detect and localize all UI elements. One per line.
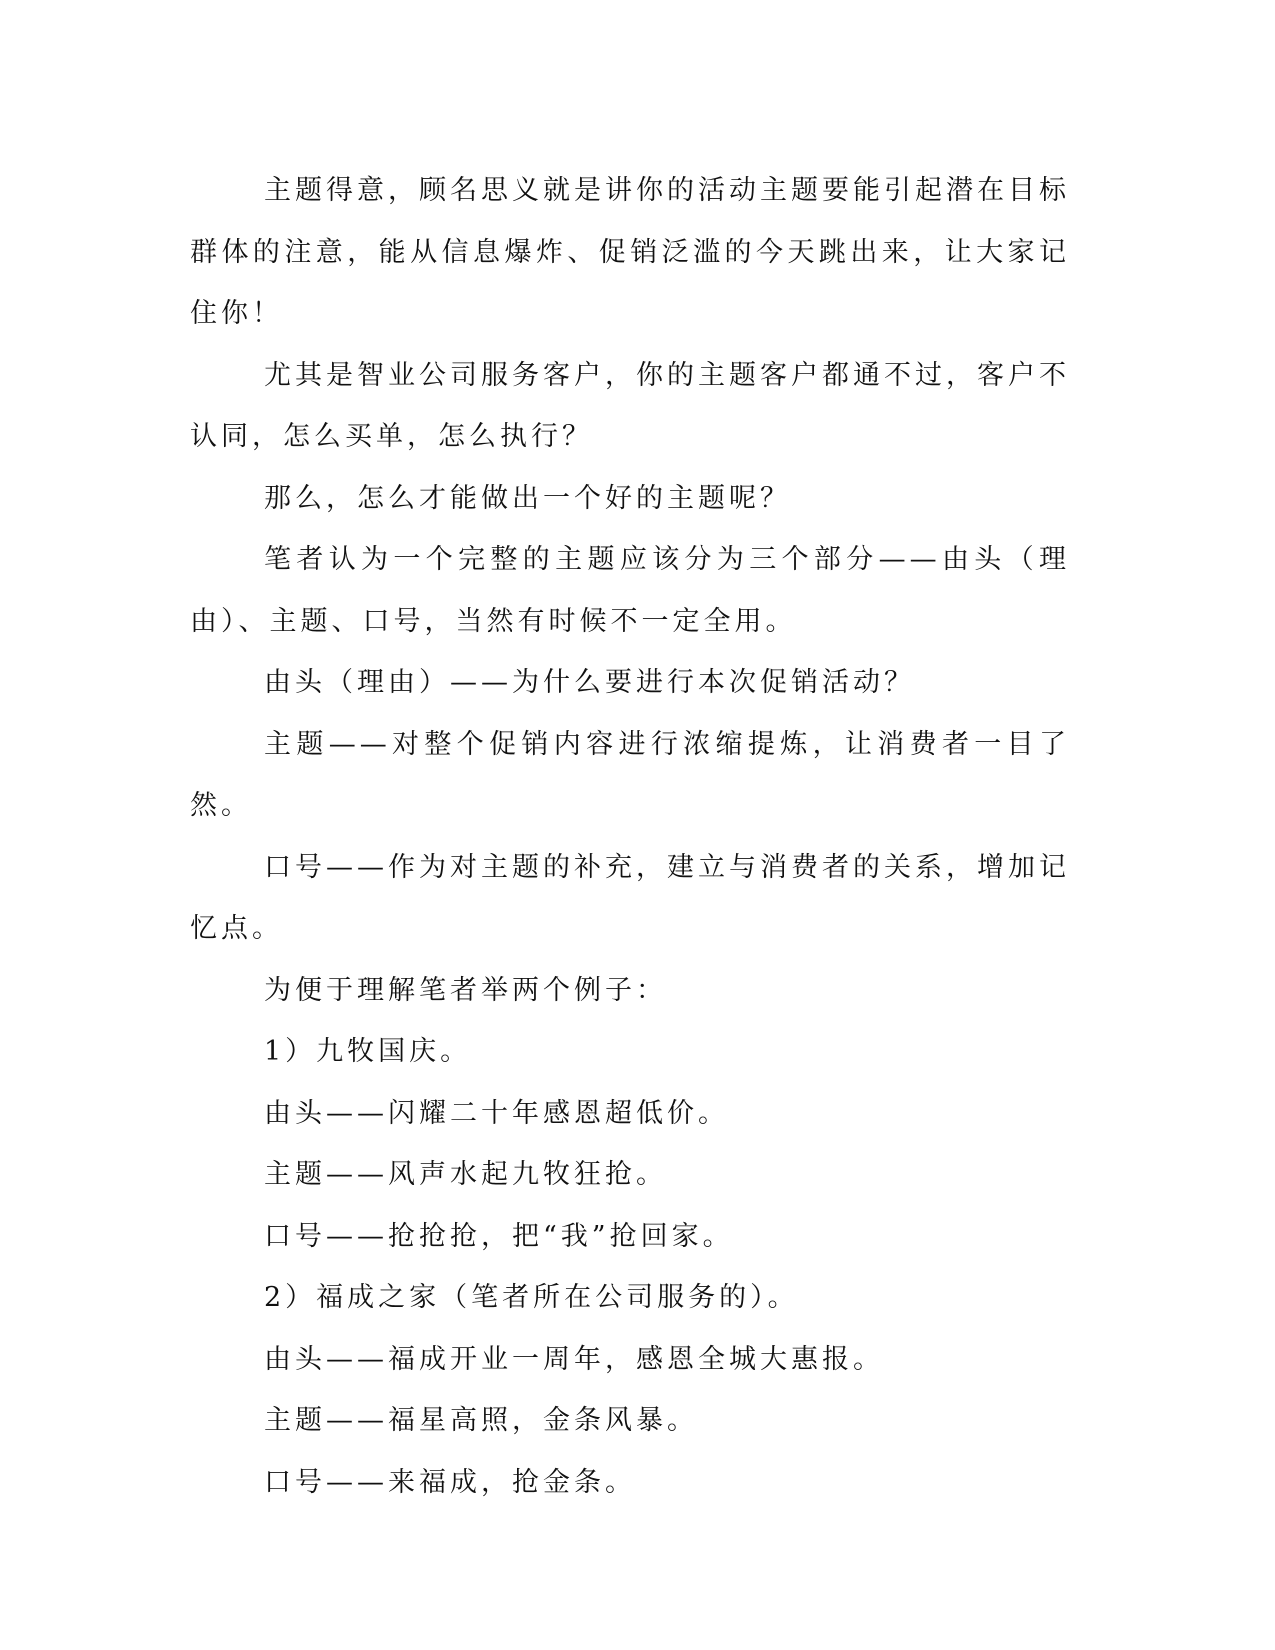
paragraph-examples-intro: 为便于理解笔者举两个例子： xyxy=(264,974,667,1006)
document-body xyxy=(190,160,1070,1513)
example-1-slogan: 口号——抢抢抢，把“我”抢回家。 xyxy=(264,1220,734,1252)
example-2-title: 2）福成之家（笔者所在公司服务的）。 xyxy=(264,1282,799,1313)
example-2-reason: 由头——福成开业一周年，感恩全城大惠报。 xyxy=(264,1343,884,1375)
example-1-reason: 由头——闪耀二十年感恩超低价。 xyxy=(264,1097,729,1129)
paragraph-slogan-definition: 口号——作为对主题的补充，建立与消费者的关系，增加记忆点。 xyxy=(190,851,1070,944)
paragraph-three-parts: 笔者认为一个完整的主题应该分为三个部分——由头（理由）、主题、口号，当然有时候不一定全用。 xyxy=(190,544,1070,637)
paragraph-theme-definition: 主题——对整个促销内容进行浓缩提炼，让消费者一目了然。 xyxy=(190,728,1070,821)
paragraph-client-approval: 尤其是智业公司服务客户，你的主题客户都通不过，客户不认同，怎么买单，怎么执行？ xyxy=(190,359,1070,452)
example-1-theme: 主题——风声水起九牧狂抢。 xyxy=(264,1159,667,1190)
example-1-title: 1）九牧国庆。 xyxy=(264,1036,472,1067)
example-2-slogan: 口号——来福成，抢金条。 xyxy=(264,1466,636,1498)
paragraph-reason-definition: 由头（理由）——为什么要进行本次促销活动？ xyxy=(264,667,915,698)
paragraph-question: 那么，怎么才能做出一个好的主题呢？ xyxy=(264,482,791,514)
example-2-theme: 主题——福星高照，金条风暴。 xyxy=(264,1405,698,1436)
paragraph-theme-intro: 主题得意，顾名思义就是讲你的活动主题要能引起潜在目标群体的注意，能从信息爆炸、促销泛滥的今天跳出来，让大家记住你！ xyxy=(190,175,1070,329)
